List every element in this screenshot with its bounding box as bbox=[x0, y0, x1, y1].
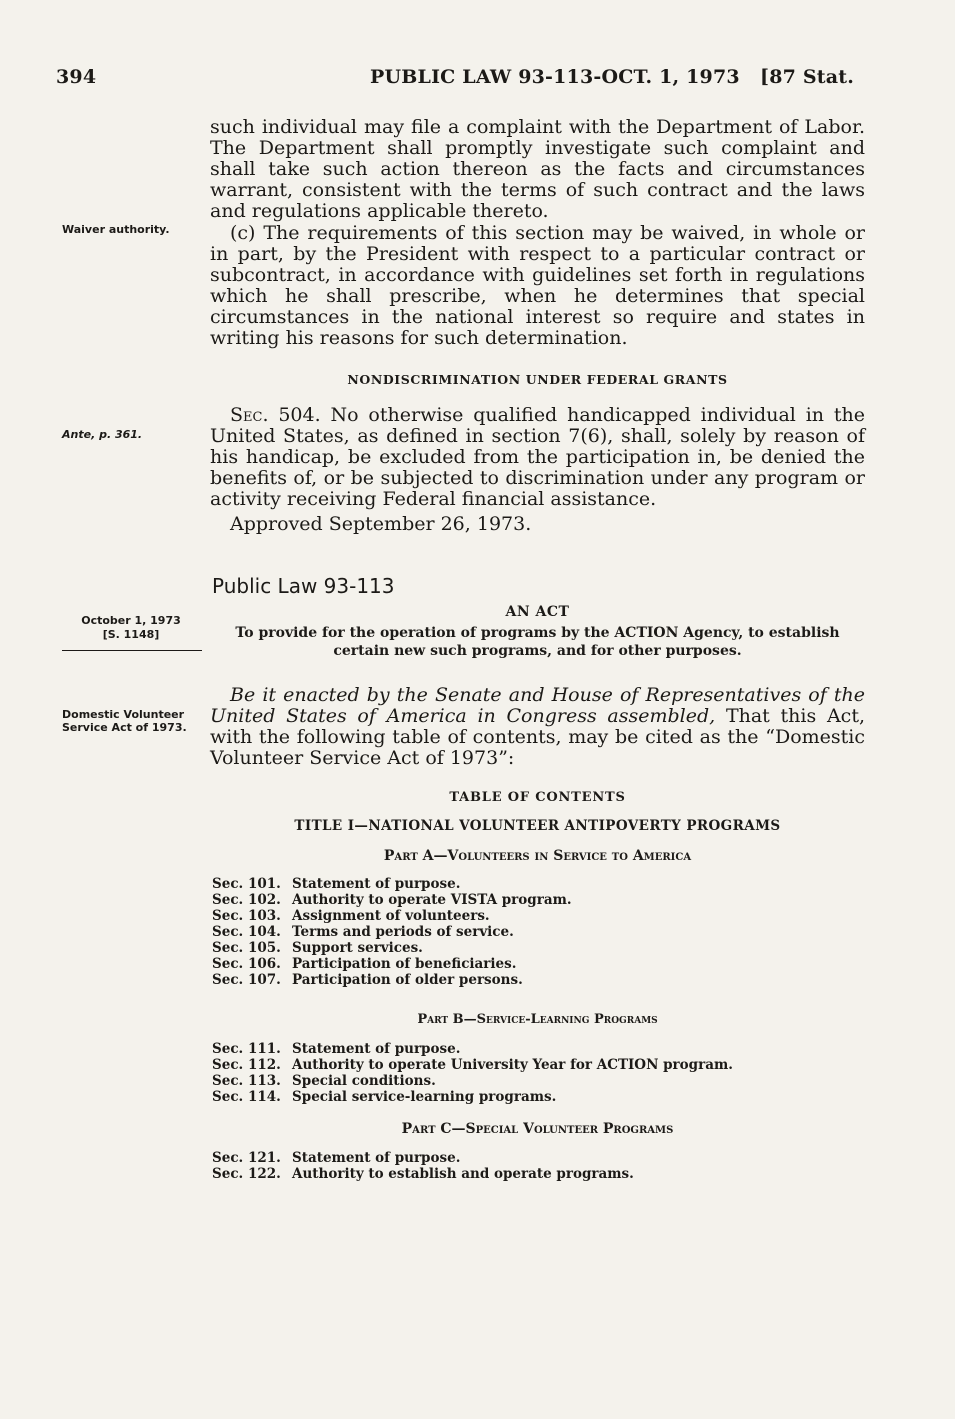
toc-heading: TABLE OF CONTENTS bbox=[449, 790, 626, 805]
toc-part-a-heading: Part A—Volunteers in Service to America bbox=[383, 848, 692, 864]
section-504-body bbox=[210, 405, 865, 510]
section-504-text: No otherwise qualified handicapped individual in the United States, as defined in section 7(6), shall, solely by reason of his handicap, be excluded from the participation in, be denied the benefits of, or be subjected to discrimination under any program or activity receiving Federal financial assistance. bbox=[210, 404, 865, 510]
margin-note-bill: [S. 1148] bbox=[102, 628, 160, 641]
margin-note-ante: Ante, p. 361. bbox=[62, 428, 143, 441]
section-504-heading: NONDISCRIMINATION UNDER FEDERAL GRANTS bbox=[347, 372, 728, 387]
toc-part-b-heading: Part B—Service-Learning Programs bbox=[417, 1012, 658, 1027]
toc-item: Sec. 105. Support services. bbox=[212, 940, 423, 956]
act-purpose: To provide for the operation of programs by the ACTION Agency, to establish certain new such programs, and for other purposes. bbox=[235, 625, 840, 659]
toc-item: Sec. 103. Assignment of volunteers. bbox=[212, 908, 490, 924]
enacting-formula: Be it enacted by the Senate and House of Representatives of the United States of America in Congress assembled, bbox=[210, 684, 865, 727]
act-label: AN ACT bbox=[505, 604, 570, 620]
public-law-title: Public Law 93-113 bbox=[212, 574, 395, 598]
approval-date: Approved September 26, 1973. bbox=[230, 513, 532, 535]
page-number: 394 bbox=[56, 66, 97, 88]
margin-note-date: October 1, 1973 bbox=[81, 614, 181, 627]
statute-reference: [87 Stat. bbox=[760, 66, 855, 88]
toc-title-heading: TITLE I—NATIONAL VOLUNTEER ANTIPOVERTY PROGRAMS bbox=[294, 818, 781, 834]
toc-part-a-list bbox=[212, 876, 852, 988]
toc-item: Sec. 106. Participation of beneficiaries. bbox=[212, 956, 517, 972]
toc-part-c-heading: Part C—Special Volunteer Programs bbox=[401, 1121, 674, 1137]
toc-item: Sec. 122. Authority to establish and operate programs. bbox=[212, 1166, 634, 1182]
toc-item: Sec. 114. Special service-learning programs. bbox=[212, 1089, 557, 1105]
enacting-text: That this Act, with the following table of contents, may be cited as the “Domestic Volunteer Service Act of 1973”: bbox=[210, 705, 865, 769]
continuation-paragraph: such individual may file a complaint with the Department of Labor. The Department shall promptly investigate such complaint and shall take such action thereon as the facts and circumstances warrant, consistent with the terms of such contract and the laws and regulations applicable thereto. bbox=[210, 116, 865, 222]
section-504-label: Sec. 504. bbox=[230, 404, 321, 426]
margin-divider bbox=[62, 650, 202, 651]
toc-item: Sec. 121. Statement of purpose. bbox=[212, 1150, 461, 1166]
toc-part-c-list bbox=[212, 1150, 852, 1182]
running-title: PUBLIC LAW 93-113-OCT. 1, 1973 bbox=[370, 66, 740, 88]
enacting-clause bbox=[210, 685, 865, 769]
margin-note-short-title: Domestic Volunteer Service Act of 1973. bbox=[62, 708, 187, 734]
subsection-c: (c) The requirements of this section may be waived, in whole or in part, by the President with respect to a particular contract or subcontract, in accordance with guidelines set forth in regulations which he shall prescribe, when he determines that special circumstances in the national interest so require and states in writing his reasons for such determination. bbox=[210, 222, 865, 349]
margin-note-waiver: Waiver authority. bbox=[62, 223, 170, 236]
toc-item: Sec. 112. Authority to operate University Year for ACTION program. bbox=[212, 1057, 733, 1073]
toc-item: Sec. 102. Authority to operate VISTA program. bbox=[212, 892, 572, 908]
toc-item: Sec. 107. Participation of older persons. bbox=[212, 972, 523, 988]
toc-item: Sec. 104. Terms and periods of service. bbox=[212, 924, 514, 940]
toc-part-b-list bbox=[212, 1041, 852, 1105]
toc-item: Sec. 101. Statement of purpose. bbox=[212, 876, 461, 892]
toc-item: Sec. 113. Special conditions. bbox=[212, 1073, 436, 1089]
toc-item: Sec. 111. Statement of purpose. bbox=[212, 1041, 461, 1057]
